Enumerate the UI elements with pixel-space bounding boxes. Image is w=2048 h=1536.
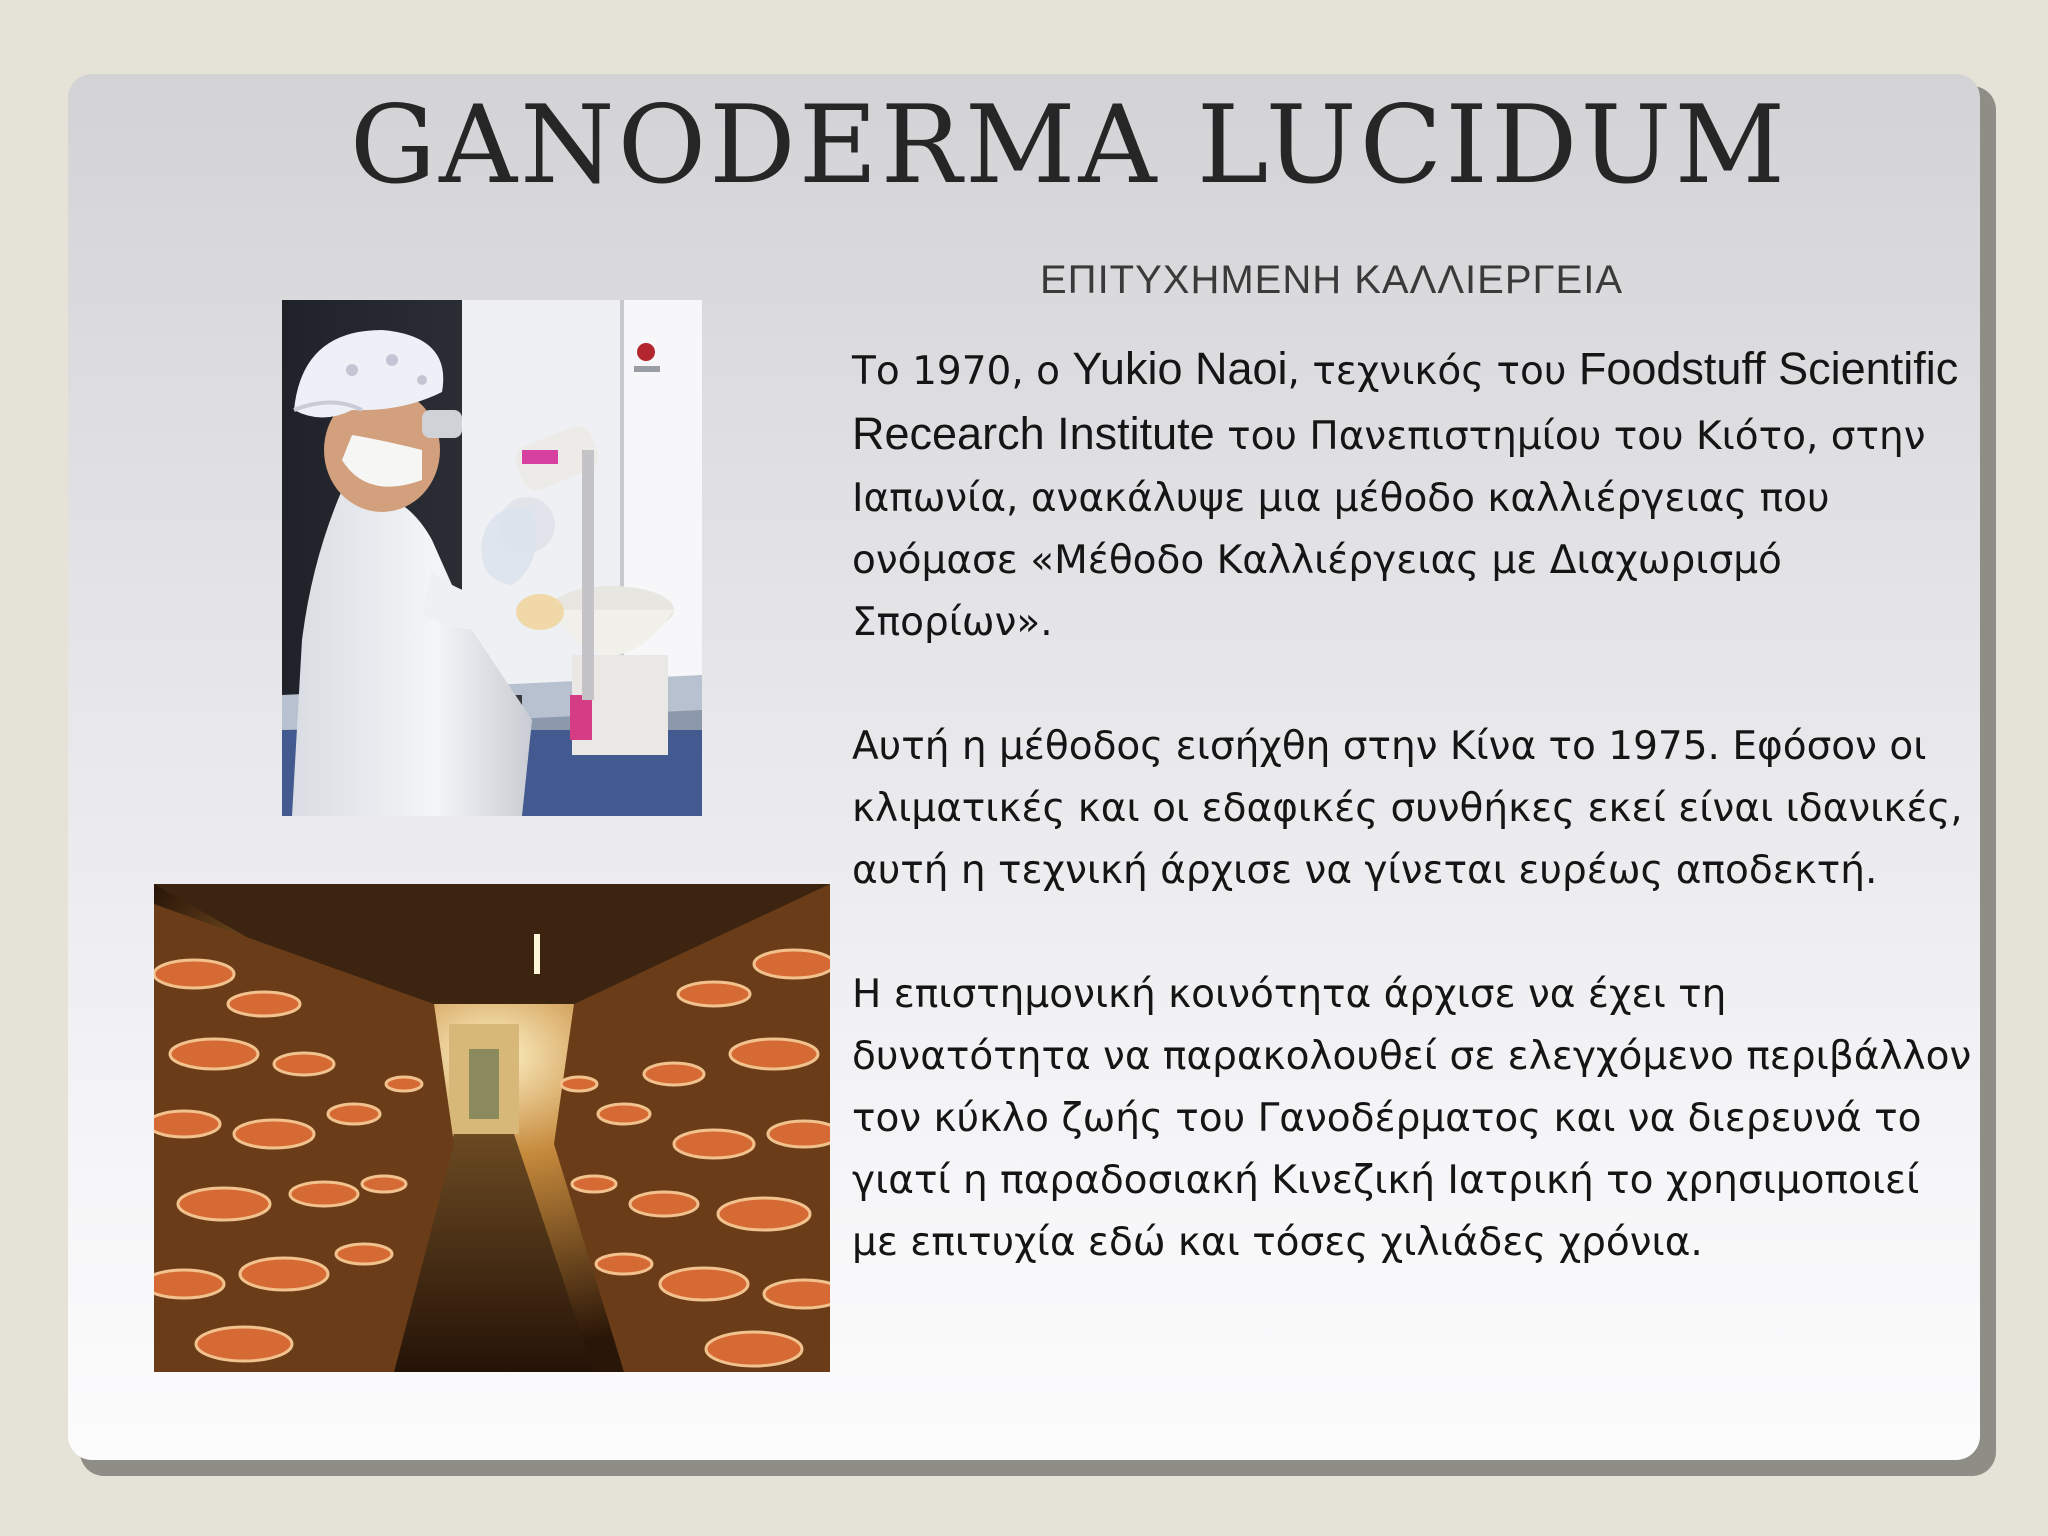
body-text — [852, 338, 1972, 1274]
paragraph-2: Αυτή η μέθοδος εισήχθη στην Κίνα το 1975. Εφόσον οι κλιματικές και οι εδαφικές συνθήκες εκεί είναι ιδανικές, αυτή η τεχνική άρχισε να γίνεται ευρέως αποδεκτή. — [852, 724, 1963, 893]
paragraph-1-part-1: Το 1970, ο — [852, 349, 1073, 394]
mushroom-farm-photo — [154, 884, 830, 1372]
slide-title: GANODERMA LUCIDUM — [349, 83, 1789, 208]
paragraph-1-part-3: του Πανεπιστημίου του Κιότο, στην Ιαπωνία, ανακάλυψε μια μέθοδο καλλιέργειας που ονόμασε «Μέθοδο Καλλιέργειας με Διαχωρισμό Σπορίων». — [852, 414, 1926, 645]
institute-name: Foodstuff Scientific Recearch Institute — [852, 343, 1959, 459]
researcher-name: Yukio Naoi — [1072, 343, 1288, 394]
paragraph-1-part-2: , τεχνικός του — [1287, 349, 1579, 394]
slide-subtitle: ΕΠΙΤΥΧΗΜΕΝΗ ΚΑΛΛΙΕΡΓΕΙΑ — [1040, 258, 1624, 302]
slide — [68, 74, 1980, 1460]
lab-technician-photo — [282, 300, 702, 816]
paragraph-1 — [852, 338, 1972, 654]
paragraph-3: Η επιστημονική κοινότητα άρχισε να έχει τη δυνατότητα να παρακολουθεί σε ελεγχόμενο περιβάλλον τον κύκλο ζωής του Γανοδέρματος και να διερευνά το γιατί η παραδοσιακή Κινεζική Ιατρική το χρησιμοποιεί με επιτυχία εδώ και τόσες χιλιάδες χρόνια. — [852, 972, 1972, 1265]
